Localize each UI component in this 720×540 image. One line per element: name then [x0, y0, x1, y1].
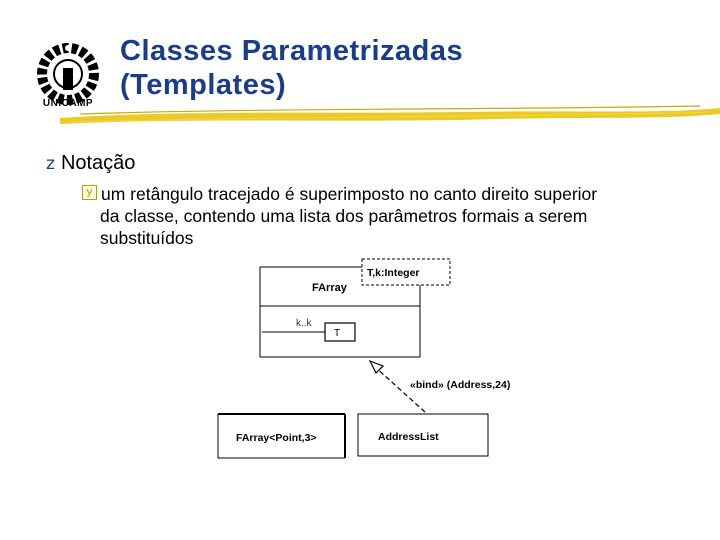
bullet-y-icon: y	[82, 185, 97, 200]
template-class-name: FArray	[312, 282, 347, 294]
logo-text: UNICAMP	[42, 98, 94, 109]
bullet-label: Notação	[60, 152, 136, 174]
sub-bullet-line-3: substituídos	[100, 228, 194, 248]
attribute-type: T	[334, 328, 341, 339]
bind-arrowhead-icon	[370, 361, 383, 373]
template-params-text: T,k:Integer	[367, 267, 420, 279]
bullet-z-icon: z	[46, 154, 55, 174]
bind-label: «bind» (Address,24)	[410, 379, 511, 391]
bound-class-right-name: AddressList	[378, 431, 439, 443]
bound-class-left-name: FArray<Point,3>	[236, 432, 317, 444]
title-line-1: Classes Parametrizadas	[120, 35, 464, 67]
sub-bullet-line-1: um retângulo tracejado é superimposto no canto direito superior	[101, 184, 598, 204]
attribute-name: k..k	[296, 318, 312, 329]
title-line-2: (Templates)	[120, 69, 287, 101]
sub-bullet-line-2: da classe, contendo uma lista dos parâmetros formais a serem	[100, 206, 588, 226]
